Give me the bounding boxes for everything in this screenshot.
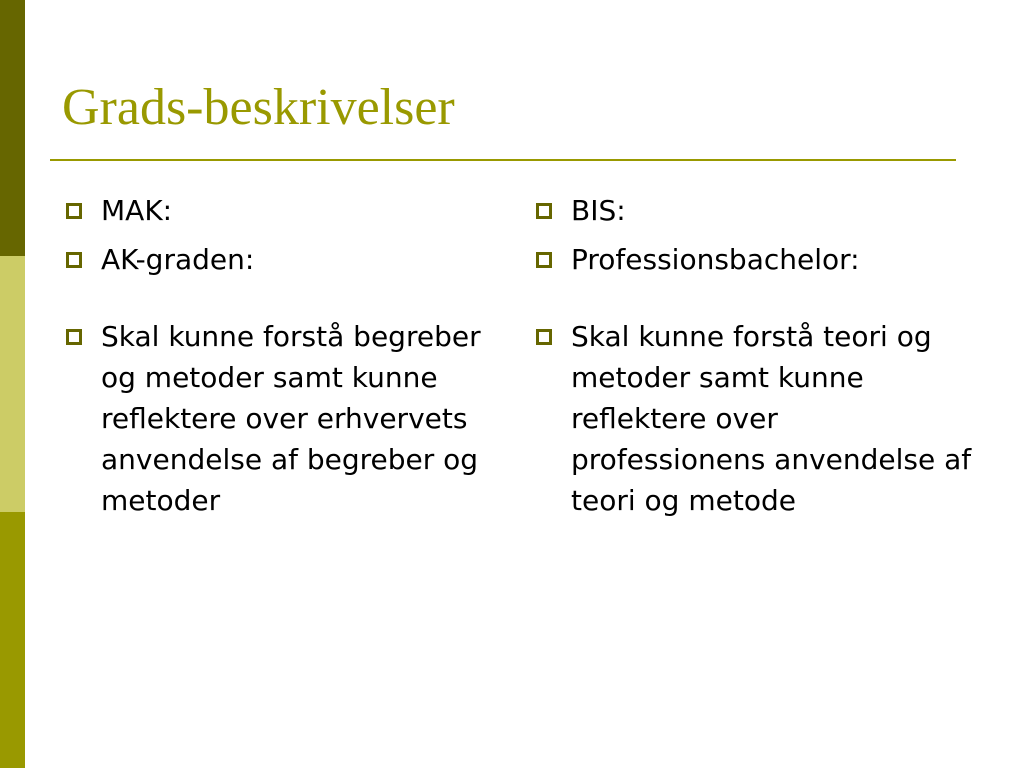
hollow-square-bullet-icon [66, 329, 82, 345]
hollow-square-bullet-icon [66, 252, 82, 268]
side-band-dark [0, 0, 25, 256]
list-item-text: Professionsbachelor: [571, 243, 860, 276]
list-item [532, 316, 972, 521]
right-column-list [532, 190, 972, 529]
list-item [532, 239, 972, 280]
list-item-text: Skal kunne forstå teori og metoder samt kunne reflektere over professionens anvendelse af teori og metode [571, 320, 972, 517]
list-item-text: AK-graden: [101, 243, 255, 276]
list-item [532, 190, 972, 231]
slide-title: Grads-beskrivelser [62, 79, 455, 136]
list-item [62, 239, 502, 280]
list-item [62, 190, 502, 231]
list-item-text: BIS: [571, 194, 626, 227]
list-item-text: MAK: [101, 194, 173, 227]
list-item-text: Skal kunne forstå begreber og metoder samt kunne reflektere over erhvervets anvendelse af begreber og metoder [101, 320, 481, 517]
hollow-square-bullet-icon [536, 252, 552, 268]
title-underline [50, 159, 956, 161]
hollow-square-bullet-icon [536, 203, 552, 219]
hollow-square-bullet-icon [536, 329, 552, 345]
list-item [62, 316, 502, 521]
hollow-square-bullet-icon [66, 203, 82, 219]
side-band-light [0, 256, 25, 512]
left-column-list [62, 190, 502, 529]
side-band-olive [0, 512, 25, 768]
